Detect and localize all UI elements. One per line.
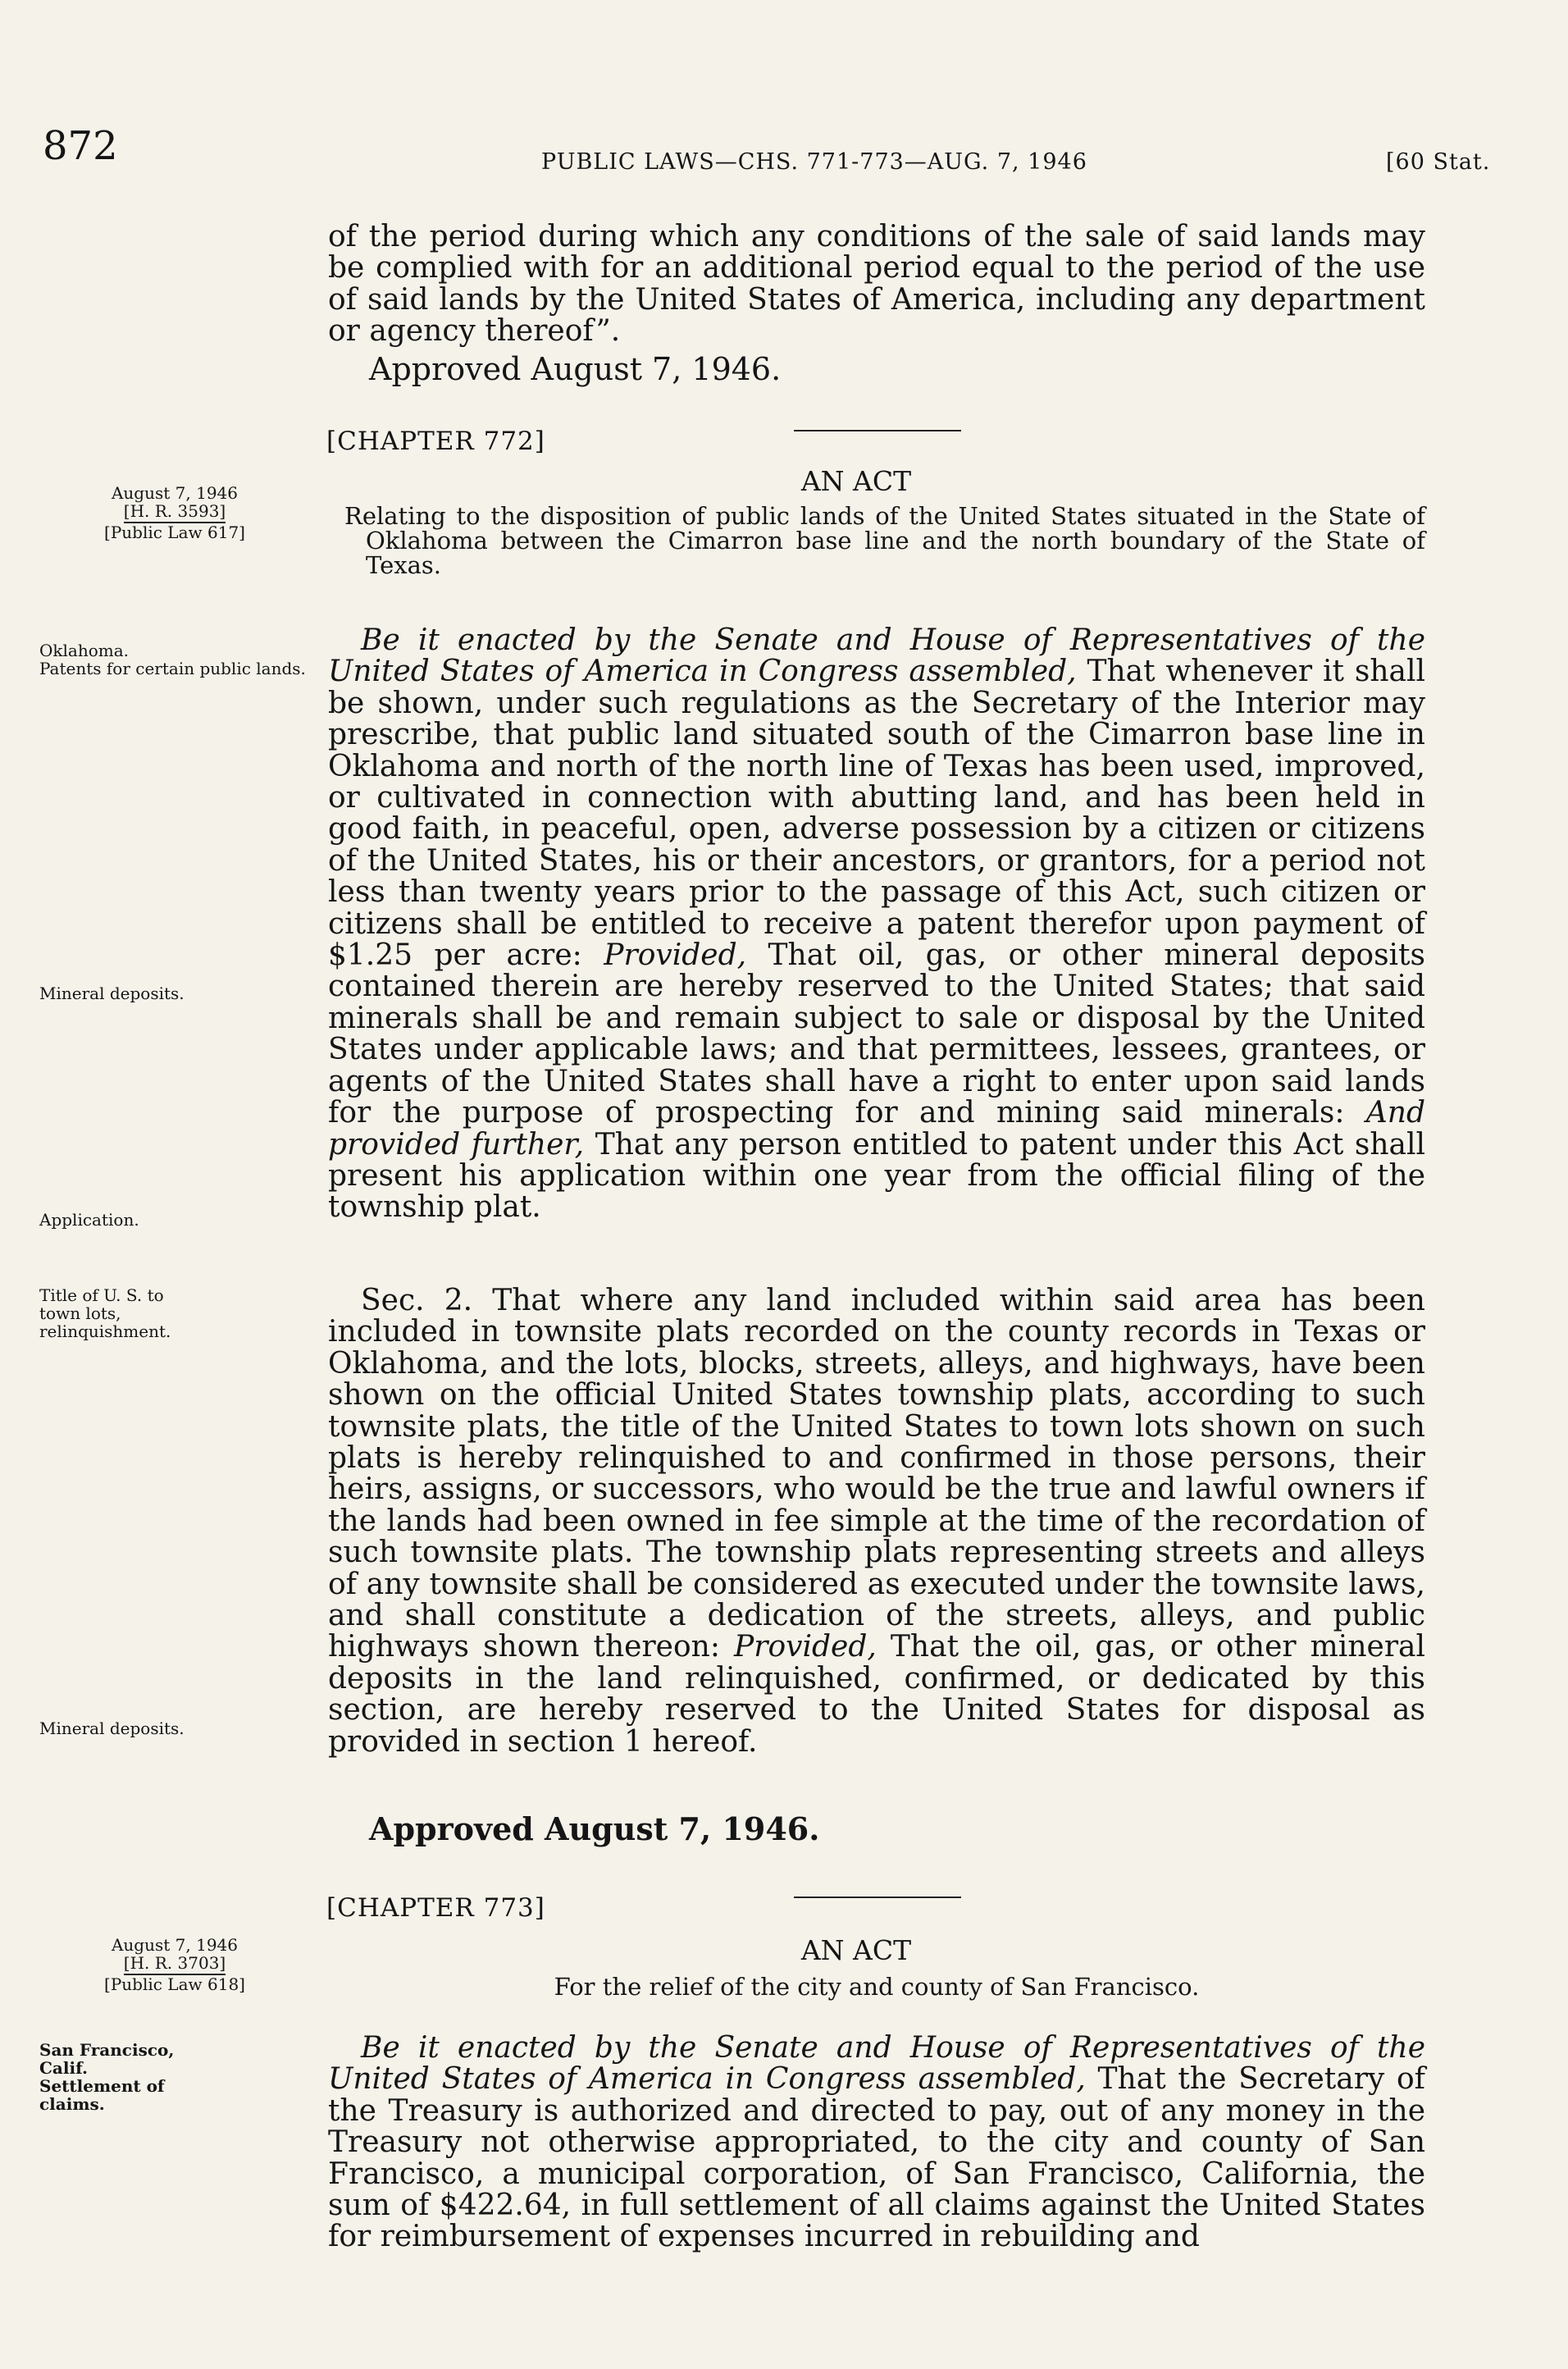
act-title-772: AN ACT	[800, 465, 912, 497]
margin-note-oklahoma: Oklahoma. Patents for certain public lands.	[39, 641, 306, 678]
enacting-clause-773: Be it enacted by the Senate and House of Representatives of the United States of America in Congress assembled,	[328, 2031, 1425, 2097]
page-number: 872	[43, 123, 118, 169]
margin-date: August 7, 1946	[111, 1935, 238, 1955]
margin-note-title-relinquishment: Title of U. S. to town lots, relinquishment.	[39, 1285, 171, 1341]
margin-note-mineral-deposits-2: Mineral deposits.	[39, 1719, 185, 1738]
proviso-further: And provided further,	[328, 1096, 1425, 1162]
margin-note-san-francisco: San Francisco, Calif. Settlement of claims.	[39, 2040, 175, 2114]
margin-public-law: [Public Law 617]	[104, 523, 245, 542]
section-2-text: Sec. 2. That where any land included within said area has been included in townsite plats recorded on the county records in Texas or Oklahoma, and the lots, blocks, streets, alleys, and highways, have been shown on the official United States township plats, according to such townsite plats, the title of the United States to town lots shown on such plats is hereby relinquished to and confirmed in those persons, their heirs, assigns, or successors, who would be the true and lawful owners if the lands had been owned in fee simple at the time of the recordation of such townsite plats. The township plats representing streets and alleys of any townsite shall be considered as executed under the townsite laws, and shall constitute a dedication of the streets, alleys, and public highways shown thereon: Provided, That the oil, gas, or other mineral deposits in the land relinquished, confirmed, or dedicated by this section, are hereby reserved to the United States for disposal as provided in section 1 hereof.	[328, 1284, 1426, 1759]
margin-bill-number: [H. R. 3703]	[124, 1954, 226, 1975]
margin-note-application: Application.	[39, 1210, 139, 1230]
margin-date: August 7, 1946	[111, 483, 238, 503]
act-purpose-773: For the relief of the city and county of San Francisco.	[554, 1973, 1200, 2001]
act-purpose-772: Relating to the disposition of public lands of the United States situated in the State of Oklahoma between the Cimarron base line and the north boundary of the State of Texas.	[344, 502, 1425, 579]
approval-line-772: Approved August 7, 1946.	[369, 1810, 820, 1847]
margin-public-law: [Public Law 618]	[104, 1974, 245, 1994]
chapter-773-text: Be it enacted by the Senate and House of Representatives of the United States of America in Congress assembled, That the Secretary of the Treasury is authorized and directed to pay, out of any money in the Treasury not otherwise appropriated, to the city and county of San Francisco, a municipal corporation, of San Francisco, California, the sum of $422.64, in full settlement of all claims against the United States for reimbursement of expenses incurred in rebuilding and	[328, 2031, 1425, 2254]
running-title: PUBLIC LAWS—CHS. 771-773—AUG. 7, 1946	[541, 149, 1087, 175]
chapter-772-label: [CHAPTER 772]	[326, 427, 545, 456]
margin-citation-773	[39, 1936, 310, 1993]
continuation-paragraph: of the period during which any conditions of the sale of said lands may be complied with for an additional period equal to the period of the use of said lands by the United States of America, including any department or agency thereof”.	[328, 220, 1425, 349]
act-title-773: AN ACT	[800, 1934, 912, 1966]
margin-note-settlement: Settlement of claims.	[39, 2076, 165, 2114]
enacting-clause-772: Be it enacted by the Senate and House of Representatives of the United States of America in Congress assembled,	[328, 623, 1425, 689]
section-divider	[794, 430, 961, 431]
margin-note-mineral-deposits: Mineral deposits.	[39, 984, 185, 1003]
volume-reference: [60 Stat.	[1386, 149, 1491, 175]
section-1-text: Be it enacted by the Senate and House of Representatives of the United States of America in Congress assembled, That whenever it shall be shown, under such regulations as the Secretary of the Interior may prescribe, that public land situated south of the Cimarron base line in Oklahoma and north of the north line of Texas has been used, improved, or cultivated in connection with abutting land, and has been held in good faith, in peaceful, open, adverse possession by a citizen or citizens of the United States, his or their ancestors, or grantors, for a period not less than twenty years prior to the passage of this Act, such citizen or citizens shall be entitled to receive a patent therefor upon payment of $1.25 per acre: Provided, That oil, gas, or other mineral deposits contained therein are hereby reserved to the United States; that said minerals shall be and remain subject to sale or disposal by the United States under applicable laws; and that permittees, lessees, grantees, or agents of the United States shall have a right to enter upon said lands for the purpose of prospecting for and mining said minerals: And provided further, That any person entitled to patent under this Act shall present his application within one year from the official filing of the township plat.	[328, 623, 1426, 1225]
proviso-2: Provided,	[734, 1630, 877, 1664]
chapter-773-label: [CHAPTER 773]	[326, 1893, 545, 1923]
approval-line-771: Approved August 7, 1946.	[369, 351, 782, 387]
margin-note-patents: Patents for certain public lands.	[39, 659, 306, 678]
margin-bill-number: [H. R. 3593]	[124, 502, 226, 523]
margin-citation-772	[39, 484, 310, 541]
section-2-label: Sec. 2.	[361, 1284, 473, 1317]
section-divider	[794, 1897, 961, 1898]
proviso-1: Provided,	[604, 938, 747, 973]
